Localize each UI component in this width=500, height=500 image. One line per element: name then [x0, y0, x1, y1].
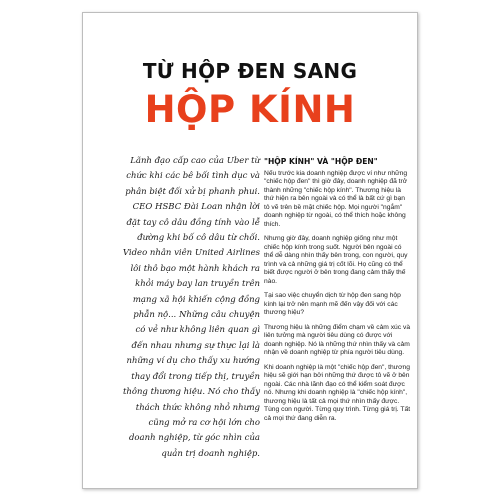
intro-line: quản trị doanh nghiệp. — [161, 448, 260, 459]
book-page — [82, 12, 418, 489]
section-heading: "HỘP KÍNH" VÀ "HỘP ĐEN" — [264, 157, 378, 166]
intro-line: Lãnh đạo cấp cao của Uber từ — [130, 156, 260, 166]
intro-line: đến nhau nhưng sự thực lại là — [131, 340, 260, 351]
body-paragraph: Nếu trước kia doanh nghiệp được ví như những "chiếc hộp đen" thì giờ đây, doanh nghiệp đã trở thành những "chiếc hộp kính". Thương hiệu là thứ hiện ra bên ngoài và có thể là bất cứ gì bạn tô vẽ trên bề mặt chiếc hộp. Mọi người "ngắm" doanh nghiệp từ ngoài, có thể thích hoặc không thích. — [264, 169, 408, 228]
title-line-2: HỘP KÍNH — [144, 88, 356, 131]
intro-line: cũng mở ra cơ hội lớn cho — [148, 417, 260, 428]
intro-line: CEO HSBC Đài Loan nhận lời — [132, 202, 260, 213]
left-column-intro — [103, 154, 260, 462]
intro-line: phân biệt đối xử bị phanh phui. — [125, 186, 260, 197]
intro-line: những ví dụ cho thấy xu hướng — [126, 356, 260, 367]
intro-line: thay đổi trong tiếp thị, truyền — [131, 371, 260, 382]
intro-line: doanh nghiệp, từ góc nhìn của — [128, 433, 260, 444]
intro-line: phẫn nộ... Những câu chuyện — [133, 310, 260, 321]
intro-line: thách thức không nhỏ nhưng — [135, 402, 260, 413]
body-paragraph: Khi doanh nghiệp là một "chiếc hộp đen", thương hiệu sẽ giới hạn bởi những thứ được tô vẽ ở bên ngoài. Các nhà lãnh đạo có thể kiểm soát được nó. Nhưng khi doanh nghiệp là "chiếc hộp kính", thương hiệu là tất cả mọi thứ nhìn thấy được. Tùng con người. Từng quy trình. Từng giá trị. Tất cả mọi thứ đang diễn ra. — [264, 363, 411, 422]
body-paragraph: Tại sao việc chuyển dịch từ hộp đen sang hộp kính lại trở nên mạnh mẽ đến vậy đối với các thương hiệu? — [264, 292, 401, 316]
intro-line: Video nhân viên United Airlines — [122, 248, 260, 259]
title-line-1: TỪ HỘP ĐEN SANG — [142, 59, 358, 83]
body-paragraph: Thương hiệu là những điểm chạm về cảm xúc và liên tưởng mà người tiêu dùng có được với doanh nghiệp. Nó là những thứ nhìn thấy và cảm nhận về doanh nghiệp từ phía người tiêu dùng. — [264, 323, 411, 356]
right-column-body — [264, 158, 412, 429]
intro-line: thông thương hiệu. Nó cho thấy — [122, 387, 260, 398]
intro-line: chức khi các bê bối tình dục và — [126, 171, 260, 182]
intro-line: khỏi máy bay lan truyền trên — [135, 279, 260, 290]
intro-line: có vẻ như không liên quan gì — [135, 325, 260, 336]
intro-line: đặt tay cô dâu đồng tính vào lễ — [126, 217, 260, 228]
intro-line: mạng xã hội khiến cộng đồng — [132, 294, 260, 305]
intro-line: lôi thô bạo một hành khách ra — [130, 263, 260, 274]
intro-line: đường khi bố cô dâu từ chối. — [137, 233, 260, 244]
body-paragraph: Nhưng giờ đây, doanh nghiệp giống như một chiếc hộp kính trong suốt. Người bên ngoài có thể dễ dàng nhìn thấy bên trong, con người, quy trình và cả những giá trị cốt lõi. Họ cũng có thể biết được người ở bên trong đang cảm thấy thế nào. — [264, 235, 408, 285]
